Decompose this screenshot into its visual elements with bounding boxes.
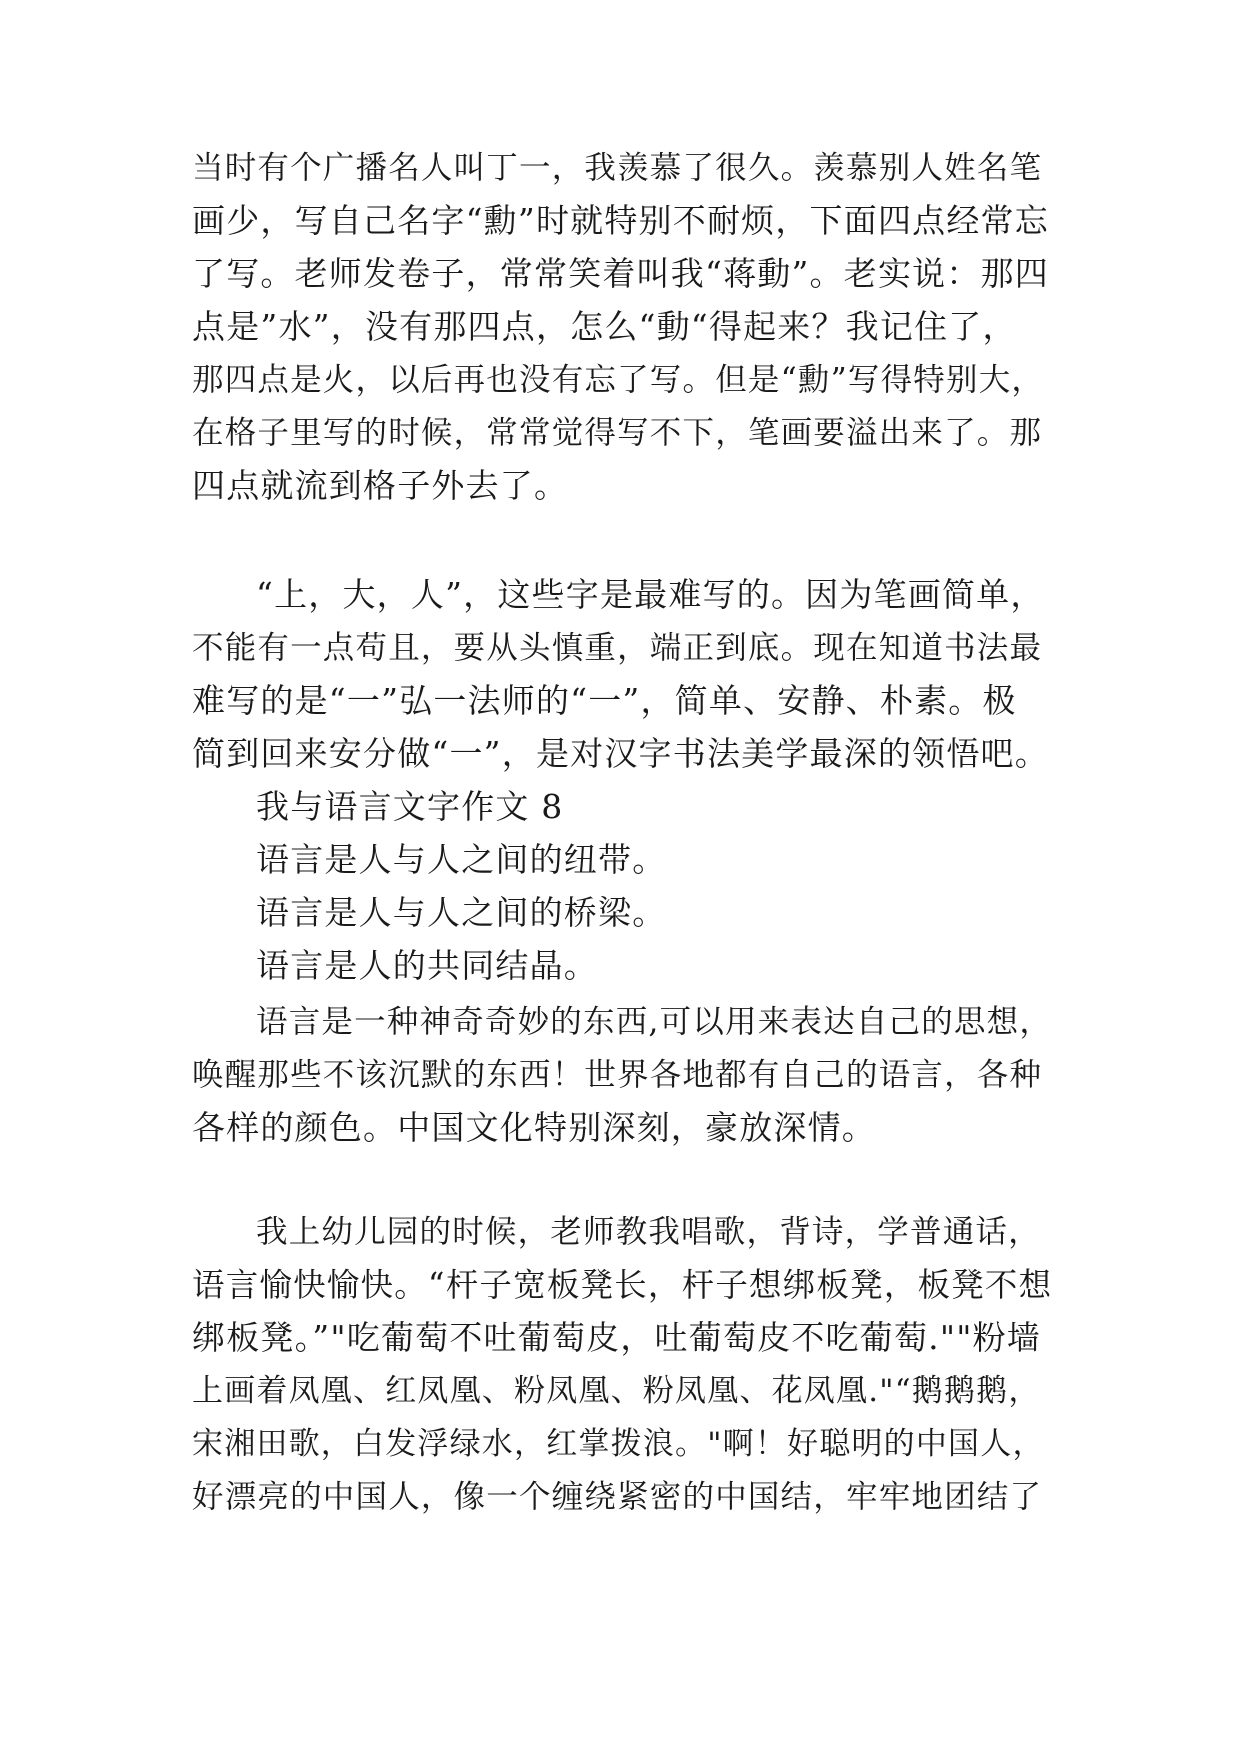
text-line: 不能有一点苟且，要从头慎重，端正到底。现在知道书法最 xyxy=(192,630,1043,666)
text-line: 那四点是火，以后再也没有忘了写。但是“勳”写得特别大， xyxy=(192,362,1045,398)
text-line: 绑板凳。”"吃葡萄不吐葡萄皮，吐葡萄皮不吃葡萄.""粉墙 xyxy=(192,1318,1041,1357)
text-line: 在格子里写的时候，常常觉得写不下，笔画要溢出来了。那 xyxy=(192,415,1043,451)
text-line: 难写的是“一”弘一法师的“一”，简单、安静、朴素。极 xyxy=(192,681,1017,720)
paragraph-line: 语言是人的共同结晶。 xyxy=(256,946,598,985)
text-line: 唤醒那些不该沉默的东西！世界各地都有自己的语言，各种 xyxy=(192,1057,1043,1093)
text-line: 当时有个广播名人叫丁一，我羡慕了很久。羡慕别人姓名笔 xyxy=(192,150,1043,186)
text-line: 各样的颜色。中国文化特别深刻，豪放深情。 xyxy=(192,1108,876,1147)
text-line: 宋湘田歌，白发浮绿水，红掌拨浪。"啊！好聪明的中国人， xyxy=(192,1426,1045,1462)
paragraph-line: 语言是人与人之间的纽带。 xyxy=(256,840,667,879)
text-line: 好漂亮的中国人，像一个缠绕紧密的中国结，牢牢地团结了 xyxy=(192,1479,1043,1515)
text-line: 四点就流到格子外去了。 xyxy=(192,466,569,505)
text-line: 上画着凤凰、红凤凰、粉凤凰、粉凤凰、花凤凰."“鹅鹅鹅， xyxy=(192,1373,1041,1409)
text-line: 了写。老师发卷子，常常笑着叫我“蒋動”。老实说：那四 xyxy=(192,254,1049,293)
text-line: 画少，写自己名字“勳”时就特别不耐烦，下面四点经常忘 xyxy=(192,201,1049,240)
text-line: 语言愉快愉快。“杆子宽板凳长，杆子想绑板凳，板凳不想 xyxy=(192,1266,1053,1304)
paragraph-first-line: “上，大，人”，这些字是最难写的。因为笔画简单， xyxy=(256,575,1045,614)
text-line: 简到回来安分做“一”，是对汉字书法美学最深的领悟吧。 xyxy=(192,734,1049,773)
paragraph-first-line: 语言是一种神奇奇妙的东西,可以用来表达自己的思想， xyxy=(256,1004,1053,1040)
paragraph-first-line: 我上幼儿园的时候，老师教我唱歌，背诗，学普通话， xyxy=(256,1214,1041,1250)
essay-heading: 我与语言文字作文 8 xyxy=(256,787,564,826)
paragraph-line: 语言是人与人之间的桥梁。 xyxy=(256,893,667,932)
text-line: 点是”水”，没有那四点，怎么“動“得起来？我记住了， xyxy=(192,307,1017,346)
